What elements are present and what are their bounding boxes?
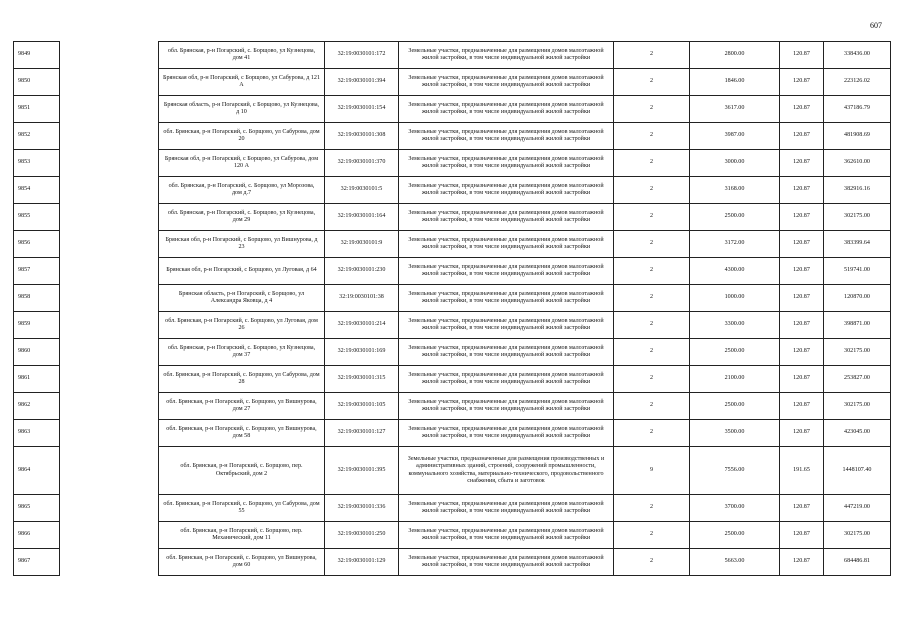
land-use-cell: Земельные участки, предназначенные для размещения домов малоэтажной жилой застройки, в том числе индивидуальной жилой застройки bbox=[399, 96, 614, 123]
land-use-cell: Земельные участки, предназначенные для размещения домов малоэтажной жилой застройки, в том числе индивидуальной жилой застройки bbox=[399, 285, 614, 312]
address-cell: обл. Брянская, р-н Погарский, с. Борщово, ул Морозова, дом д.7 bbox=[159, 177, 325, 204]
group-cell: 2 bbox=[614, 258, 690, 285]
table-row bbox=[14, 522, 891, 549]
land-use-cell: Земельные участки, предназначенные для размещения домов малоэтажной жилой застройки, в том числе индивидуальной жилой застройки bbox=[399, 150, 614, 177]
row-number: 9851 bbox=[14, 96, 60, 123]
land-use-cell: Земельные участки, предназначенные для размещения домов малоэтажной жилой застройки, в том числе индивидуальной жилой застройки bbox=[399, 366, 614, 393]
rate-cell: 120.87 bbox=[780, 522, 824, 549]
address-cell: обл. Брянская, р-н Погарский, с. Борщово, ул Вишнурова, дом 27 bbox=[159, 393, 325, 420]
empty-cell bbox=[60, 312, 159, 339]
group-cell: 9 bbox=[614, 447, 690, 495]
empty-cell bbox=[60, 339, 159, 366]
land-use-cell: Земельные участки, предназначенные для размещения домов малоэтажной жилой застройки, в том числе индивидуальной жилой застройки bbox=[399, 69, 614, 96]
cadastral-number-cell: 32:19:0030101:315 bbox=[325, 366, 399, 393]
address-cell: обл. Брянская, р-н Погарский, с. Борщово, пер. Механический, дом 11 bbox=[159, 522, 325, 549]
rate-cell: 120.87 bbox=[780, 258, 824, 285]
cadastral-value-table bbox=[13, 41, 891, 576]
rate-cell: 120.87 bbox=[780, 285, 824, 312]
area-cell: 3000.00 bbox=[690, 150, 780, 177]
rate-cell: 120.87 bbox=[780, 393, 824, 420]
row-number: 9863 bbox=[14, 420, 60, 447]
group-cell: 2 bbox=[614, 366, 690, 393]
group-cell: 2 bbox=[614, 231, 690, 258]
table-row bbox=[14, 420, 891, 447]
address-cell: обл. Брянская, р-н Погарский, с. Борщово, ул Вишнурова, дом 60 bbox=[159, 549, 325, 576]
land-use-cell: Земельные участки, предназначенные для размещения домов малоэтажной жилой застройки, в том числе индивидуальной жилой застройки bbox=[399, 522, 614, 549]
empty-cell bbox=[60, 177, 159, 204]
row-number: 9857 bbox=[14, 258, 60, 285]
cadastral-value-cell: 120870.00 bbox=[824, 285, 891, 312]
row-number: 9850 bbox=[14, 69, 60, 96]
cadastral-number-cell: 32:19:0030101:169 bbox=[325, 339, 399, 366]
table-row bbox=[14, 69, 891, 96]
empty-cell bbox=[60, 258, 159, 285]
row-number: 9858 bbox=[14, 285, 60, 312]
group-cell: 2 bbox=[614, 285, 690, 312]
address-cell: обл. Брянская, р-н Погарский, с. Борщово, ул Вишнурова, дом 58 bbox=[159, 420, 325, 447]
cadastral-number-cell: 32:19:0030101:9 bbox=[325, 231, 399, 258]
group-cell: 2 bbox=[614, 420, 690, 447]
cadastral-value-cell: 223126.02 bbox=[824, 69, 891, 96]
rate-cell: 120.87 bbox=[780, 69, 824, 96]
cadastral-value-cell: 437186.79 bbox=[824, 96, 891, 123]
cadastral-value-cell: 423045.00 bbox=[824, 420, 891, 447]
area-cell: 3987.00 bbox=[690, 123, 780, 150]
cadastral-number-cell: 32:19:0030101:154 bbox=[325, 96, 399, 123]
empty-cell bbox=[60, 495, 159, 522]
cadastral-number-cell: 32:19:0030101:230 bbox=[325, 258, 399, 285]
rate-cell: 120.87 bbox=[780, 366, 824, 393]
land-use-cell: Земельные участки, предназначенные для размещения домов малоэтажной жилой застройки, в том числе индивидуальной жилой застройки bbox=[399, 177, 614, 204]
area-cell: 3617.00 bbox=[690, 96, 780, 123]
group-cell: 2 bbox=[614, 123, 690, 150]
group-cell: 2 bbox=[614, 549, 690, 576]
address-cell: Брянская область, р-н Погарский, с Борщово, ул Кузнецова, д 10 bbox=[159, 96, 325, 123]
cadastral-number-cell: 32:19:0030101:394 bbox=[325, 69, 399, 96]
rate-cell: 120.87 bbox=[780, 96, 824, 123]
address-cell: Брянская обл, р-н Погарский, с Борщово, ул Вишнурова, д 23 bbox=[159, 231, 325, 258]
area-cell: 5663.00 bbox=[690, 549, 780, 576]
rate-cell: 120.87 bbox=[780, 312, 824, 339]
table-row bbox=[14, 312, 891, 339]
address-cell: Брянская обл, р-н Погарский, с Борщово, ул Сабурова, дом 120 А bbox=[159, 150, 325, 177]
rate-cell: 120.87 bbox=[780, 231, 824, 258]
land-use-cell: Земельные участки, предназначенные для размещения домов малоэтажной жилой застройки, в том числе индивидуальной жилой застройки bbox=[399, 420, 614, 447]
land-use-cell: Земельные участки, предназначенные для размещения домов малоэтажной жилой застройки, в том числе индивидуальной жилой застройки bbox=[399, 42, 614, 69]
cadastral-value-cell: 253827.00 bbox=[824, 366, 891, 393]
group-cell: 2 bbox=[614, 96, 690, 123]
table-row bbox=[14, 42, 891, 69]
rate-cell: 120.87 bbox=[780, 339, 824, 366]
table-row bbox=[14, 258, 891, 285]
cadastral-number-cell: 32:19:0030101:5 bbox=[325, 177, 399, 204]
cadastral-number-cell: 32:19:0030101:370 bbox=[325, 150, 399, 177]
area-cell: 4300.00 bbox=[690, 258, 780, 285]
rate-cell: 120.87 bbox=[780, 177, 824, 204]
rate-cell: 191.65 bbox=[780, 447, 824, 495]
empty-cell bbox=[60, 42, 159, 69]
empty-cell bbox=[60, 123, 159, 150]
empty-cell bbox=[60, 549, 159, 576]
cadastral-value-cell: 302175.00 bbox=[824, 522, 891, 549]
land-use-cell: Земельные участки, предназначенные для размещения домов малоэтажной жилой застройки, в том числе индивидуальной жилой застройки bbox=[399, 231, 614, 258]
cadastral-value-cell: 362610.00 bbox=[824, 150, 891, 177]
cadastral-value-cell: 382916.16 bbox=[824, 177, 891, 204]
empty-cell bbox=[60, 69, 159, 96]
table-row bbox=[14, 495, 891, 522]
table-row bbox=[14, 150, 891, 177]
address-cell: обл. Брянская, р-н Погарский, с. Борщово, ул Сабурова, дом 55 bbox=[159, 495, 325, 522]
table-row bbox=[14, 177, 891, 204]
cadastral-value-cell: 338436.00 bbox=[824, 42, 891, 69]
table-row bbox=[14, 339, 891, 366]
rate-cell: 120.87 bbox=[780, 42, 824, 69]
land-use-cell: Земельные участки, предназначенные для размещения домов малоэтажной жилой застройки, в том числе индивидуальной жилой застройки bbox=[399, 495, 614, 522]
address-cell: Брянская обл, р-н Погарский, с Борщово, ул Сабурова, д 121 А bbox=[159, 69, 325, 96]
group-cell: 2 bbox=[614, 312, 690, 339]
cadastral-number-cell: 32:19:0030101:308 bbox=[325, 123, 399, 150]
cadastral-value-cell: 684486.81 bbox=[824, 549, 891, 576]
group-cell: 2 bbox=[614, 150, 690, 177]
page-number: 607 bbox=[870, 21, 882, 30]
rate-cell: 120.87 bbox=[780, 204, 824, 231]
empty-cell bbox=[60, 231, 159, 258]
table-body bbox=[14, 42, 891, 576]
empty-cell bbox=[60, 522, 159, 549]
empty-cell bbox=[60, 96, 159, 123]
land-use-cell: Земельные участки, предназначенные для размещения домов малоэтажной жилой застройки, в том числе индивидуальной жилой застройки bbox=[399, 549, 614, 576]
empty-cell bbox=[60, 393, 159, 420]
rate-cell: 120.87 bbox=[780, 123, 824, 150]
cadastral-value-cell: 302175.00 bbox=[824, 204, 891, 231]
row-number: 9849 bbox=[14, 42, 60, 69]
cadastral-number-cell: 32:19:0030101:250 bbox=[325, 522, 399, 549]
table-row bbox=[14, 447, 891, 495]
address-cell: обл. Брянская, р-н Погарский, с. Борщово, ул Кузнецова, дом 29 bbox=[159, 204, 325, 231]
area-cell: 3500.00 bbox=[690, 420, 780, 447]
land-use-cell: Земельные участки, предназначенные для размещения производственных и административных зданий, строений, сооружений промышленности, коммунального хозяйства, материально-технического, продовольственного снабжения, сбыта и заготовок bbox=[399, 447, 614, 495]
cadastral-value-cell: 398871.00 bbox=[824, 312, 891, 339]
row-number: 9853 bbox=[14, 150, 60, 177]
table-row bbox=[14, 231, 891, 258]
row-number: 9856 bbox=[14, 231, 60, 258]
row-number: 9861 bbox=[14, 366, 60, 393]
area-cell: 2500.00 bbox=[690, 393, 780, 420]
row-number: 9852 bbox=[14, 123, 60, 150]
empty-cell bbox=[60, 447, 159, 495]
area-cell: 3172.00 bbox=[690, 231, 780, 258]
group-cell: 2 bbox=[614, 393, 690, 420]
area-cell: 7556.00 bbox=[690, 447, 780, 495]
group-cell: 2 bbox=[614, 495, 690, 522]
address-cell: обл. Брянская, р-н Погарский, с. Борщово, ул Сабурова, дом 28 bbox=[159, 366, 325, 393]
land-use-cell: Земельные участки, предназначенные для размещения домов малоэтажной жилой застройки, в том числе индивидуальной жилой застройки bbox=[399, 393, 614, 420]
table-row bbox=[14, 123, 891, 150]
table-row bbox=[14, 96, 891, 123]
address-cell: обл. Брянская, р-н Погарский, с. Борщово, ул Кузнецова, дом 37 bbox=[159, 339, 325, 366]
address-cell: Брянская обл, р-н Погарский, с Борщово, ул Луговая, д 64 bbox=[159, 258, 325, 285]
group-cell: 2 bbox=[614, 204, 690, 231]
row-number: 9860 bbox=[14, 339, 60, 366]
cadastral-value-cell: 302175.00 bbox=[824, 339, 891, 366]
area-cell: 2500.00 bbox=[690, 204, 780, 231]
area-cell: 2100.00 bbox=[690, 366, 780, 393]
row-number: 9867 bbox=[14, 549, 60, 576]
area-cell: 3300.00 bbox=[690, 312, 780, 339]
rate-cell: 120.87 bbox=[780, 495, 824, 522]
area-cell: 1000.00 bbox=[690, 285, 780, 312]
empty-cell bbox=[60, 420, 159, 447]
area-cell: 2500.00 bbox=[690, 522, 780, 549]
table-row bbox=[14, 393, 891, 420]
row-number: 9864 bbox=[14, 447, 60, 495]
empty-cell bbox=[60, 285, 159, 312]
rate-cell: 120.87 bbox=[780, 549, 824, 576]
address-cell: обл. Брянская, р-н Погарский, с. Борщово, ул Луговая, дом 26 bbox=[159, 312, 325, 339]
group-cell: 2 bbox=[614, 177, 690, 204]
cadastral-value-cell: 383399.64 bbox=[824, 231, 891, 258]
cadastral-number-cell: 32:19:0030101:336 bbox=[325, 495, 399, 522]
land-use-cell: Земельные участки, предназначенные для размещения домов малоэтажной жилой застройки, в том числе индивидуальной жилой застройки bbox=[399, 339, 614, 366]
empty-cell bbox=[60, 204, 159, 231]
area-cell: 2800.00 bbox=[690, 42, 780, 69]
empty-cell bbox=[60, 366, 159, 393]
area-cell: 3168.00 bbox=[690, 177, 780, 204]
cadastral-value-cell: 302175.00 bbox=[824, 393, 891, 420]
area-cell: 1846.00 bbox=[690, 69, 780, 96]
row-number: 9865 bbox=[14, 495, 60, 522]
land-use-cell: Земельные участки, предназначенные для размещения домов малоэтажной жилой застройки, в том числе индивидуальной жилой застройки bbox=[399, 258, 614, 285]
table-row bbox=[14, 366, 891, 393]
cadastral-number-cell: 32:19:0030101:129 bbox=[325, 549, 399, 576]
address-cell: обл. Брянская, р-н Погарский, с. Борщово, пер. Октябрьский, дом 2 bbox=[159, 447, 325, 495]
land-use-cell: Земельные участки, предназначенные для размещения домов малоэтажной жилой застройки, в том числе индивидуальной жилой застройки bbox=[399, 312, 614, 339]
table-row bbox=[14, 204, 891, 231]
cadastral-value-cell: 481908.69 bbox=[824, 123, 891, 150]
cadastral-number-cell: 32:19:0030101:395 bbox=[325, 447, 399, 495]
row-number: 9859 bbox=[14, 312, 60, 339]
cadastral-number-cell: 32:19:0030101:127 bbox=[325, 420, 399, 447]
row-number: 9855 bbox=[14, 204, 60, 231]
cadastral-value-cell: 519741.00 bbox=[824, 258, 891, 285]
empty-cell bbox=[60, 150, 159, 177]
cadastral-number-cell: 32:19:0030101:38 bbox=[325, 285, 399, 312]
address-cell: обл. Брянская, р-н Погарский, с. Борщово, ул Кузнецова, дом 41 bbox=[159, 42, 325, 69]
rate-cell: 120.87 bbox=[780, 420, 824, 447]
land-use-cell: Земельные участки, предназначенные для размещения домов малоэтажной жилой застройки, в том числе индивидуальной жилой застройки bbox=[399, 123, 614, 150]
group-cell: 2 bbox=[614, 522, 690, 549]
address-cell: обл. Брянская, р-н Погарский, с. Борщово, ул Сабурова, дом 20 bbox=[159, 123, 325, 150]
address-cell: Брянская область, р-н Погарский, с Борщово, ул Александра Яковца, д 4 bbox=[159, 285, 325, 312]
group-cell: 2 bbox=[614, 42, 690, 69]
area-cell: 3700.00 bbox=[690, 495, 780, 522]
cadastral-value-cell: 447219.00 bbox=[824, 495, 891, 522]
table-row bbox=[14, 285, 891, 312]
cadastral-number-cell: 32:19:0030101:164 bbox=[325, 204, 399, 231]
row-number: 9866 bbox=[14, 522, 60, 549]
land-use-cell: Земельные участки, предназначенные для размещения домов малоэтажной жилой застройки, в том числе индивидуальной жилой застройки bbox=[399, 204, 614, 231]
group-cell: 2 bbox=[614, 69, 690, 96]
cadastral-number-cell: 32:19:0030101:172 bbox=[325, 42, 399, 69]
cadastral-number-cell: 32:19:0030101:214 bbox=[325, 312, 399, 339]
row-number: 9862 bbox=[14, 393, 60, 420]
table-row bbox=[14, 549, 891, 576]
cadastral-value-cell: 1448107.40 bbox=[824, 447, 891, 495]
row-number: 9854 bbox=[14, 177, 60, 204]
area-cell: 2500.00 bbox=[690, 339, 780, 366]
cadastral-number-cell: 32:19:0030101:105 bbox=[325, 393, 399, 420]
group-cell: 2 bbox=[614, 339, 690, 366]
rate-cell: 120.87 bbox=[780, 150, 824, 177]
